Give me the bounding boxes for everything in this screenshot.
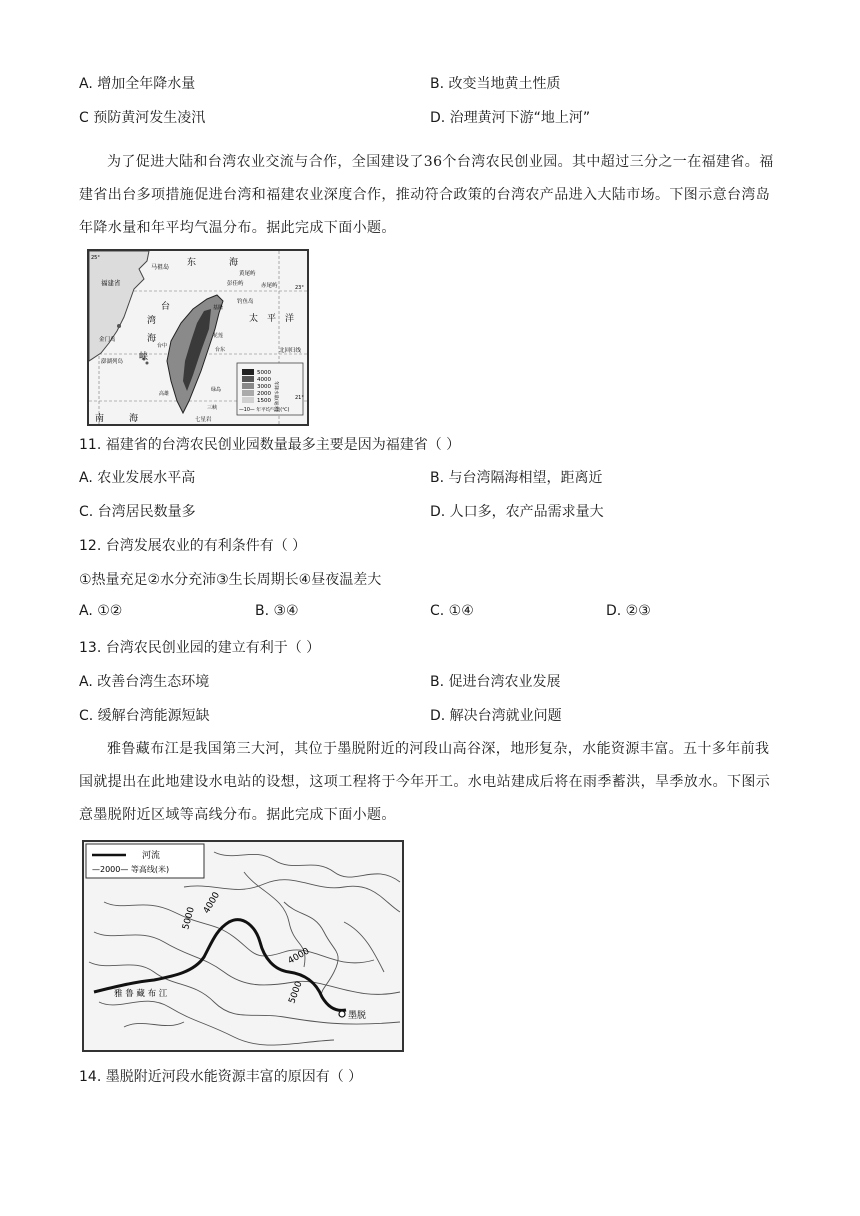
- label-lat21: 21°: [295, 395, 304, 401]
- q14-stem: 14. 墨脱附近河段水能资源丰富的原因有（ ）: [79, 1069, 363, 1085]
- contour-label-4000-left: 4000: [201, 890, 223, 916]
- legend-temp: —10— 年平均气温(℃): [239, 408, 290, 413]
- label-fujian: 福建省: [101, 279, 121, 287]
- label-sanzhi: 三峡: [207, 405, 218, 411]
- label-taiping2: 平: [267, 314, 277, 324]
- label-diaoyu: 钓鱼岛: [237, 299, 254, 305]
- label-taidong: 台东: [215, 347, 226, 353]
- q13-stem: 13. 台湾农民创业园的建立有利于（ ）: [79, 640, 321, 656]
- label-xia: 峡: [139, 352, 149, 362]
- q12-conditions: ①热量充足②水分充沛③生长周期长④昼夜温差大: [79, 572, 382, 588]
- q10-option-c: C 预防黄河发生凌汛: [79, 110, 206, 126]
- label-tai: 台: [161, 302, 171, 312]
- q11-option-b: B. 与台湾隔海相望，距离近: [430, 470, 603, 486]
- contour-map-svg: [84, 842, 402, 1050]
- label-beiguixian: 北回归线: [279, 348, 302, 354]
- label-hualian: 花莲: [213, 333, 224, 339]
- label-huangwei: 黄尾屿: [239, 271, 256, 277]
- q10-option-b: B. 改变当地黄土性质: [430, 76, 561, 92]
- label-chiwei: 赤尾屿: [261, 283, 278, 289]
- q11-option-c: C. 台湾居民数量多: [79, 504, 196, 520]
- q11-option-d: D. 人口多，农产品需求量大: [430, 504, 604, 520]
- contour-label-5000-right: 5000: [287, 980, 305, 1006]
- q12-option-a: A. ①②: [79, 603, 123, 619]
- label-wan: 湾: [147, 316, 157, 326]
- passage-taiwan: 为了促进大陆和台湾农业交流与合作，全国建设了36个台湾农民创业园。其中超过三分之一在福建省。福建省出台多项措施促进台湾和福建农业深度合作，推动符合政策的台湾农产品进入大陆市场。下图示意台湾岛年降水量和年平均气温分布。据此完成下面小题。: [79, 154, 774, 236]
- label-qixing: 七星岩: [195, 417, 212, 423]
- legend-level-2000: 2000: [257, 391, 271, 397]
- q11-option-a: A. 农业发展水平高: [79, 470, 196, 486]
- label-donghai2: 海: [229, 258, 239, 268]
- taiwan-map: [87, 249, 309, 426]
- legend-river: 河流: [142, 851, 161, 861]
- legend-level-4000: 4000: [257, 377, 271, 383]
- label-nanhai1: 南: [95, 414, 105, 424]
- label-taizhong: 台中: [157, 343, 168, 349]
- q13-option-d: D. 解决台湾就业问题: [430, 708, 562, 724]
- label-jilong: 基隆: [213, 305, 224, 311]
- label-donghai: 东: [187, 258, 197, 268]
- q12-option-b: B. ③④: [255, 603, 299, 619]
- passage-yarlung: 雅鲁藏布江是我国第三大河，其位于墨脱附近的河段山高谷深，地形复杂，水能资源丰富。五十多年前我国就提出在此地建设水电站的设想，这项工程将于今年开工。水电站建成后将在雨季蓄洪，旱季放水。下图示意墨脱附近区域等高线分布。据此完成下面小题。: [79, 741, 771, 823]
- legend-precip-title: 年降水量(毫米): [273, 381, 278, 412]
- q10-option-d: D. 治理黄河下游“地上河”: [430, 110, 591, 126]
- legend-level-1500: 1500: [257, 398, 271, 404]
- label-lat23: 23°: [295, 285, 304, 291]
- river-name: 雅 鲁 藏 布 江: [114, 989, 168, 999]
- label-nanhai2: 海: [129, 414, 139, 424]
- label-taiping3: 洋: [285, 314, 295, 324]
- label-taiping1: 太: [249, 314, 259, 324]
- q13-option-a: A. 改善台湾生态环境: [79, 674, 210, 690]
- label-lat25: 25°: [91, 255, 100, 261]
- q12-stem: 12. 台湾发展农业的有利条件有（ ）: [79, 538, 307, 554]
- q12-option-c: C. ①④: [430, 603, 474, 619]
- legend-contour: —2000— 等高线(米): [92, 865, 170, 874]
- taiwan-map-svg: [89, 251, 307, 424]
- q13-option-c: C. 缓解台湾能源短缺: [79, 708, 210, 724]
- legend-level-3000: 3000: [257, 384, 271, 390]
- label-pengjia: 彭佳屿: [227, 281, 244, 287]
- contour-label-4000-right: 4000: [286, 946, 312, 967]
- label-lanyu: 绿岛: [211, 387, 222, 393]
- label-hai: 海: [147, 334, 157, 344]
- town-medog: 墨脱: [348, 1011, 367, 1021]
- label-jinmen: 金门岛: [99, 337, 116, 343]
- q11-stem: 11. 福建省的台湾农民创业园数量最多主要是因为福建省（ ）: [79, 437, 461, 453]
- label-gaoxiong: 高雄: [159, 391, 170, 397]
- contour-map: [82, 840, 404, 1052]
- label-penghu: 澎湖列岛: [101, 359, 124, 365]
- legend-level-5000: 5000: [257, 370, 271, 376]
- contour-label-5000-left: 5000: [181, 906, 197, 931]
- q13-option-b: B. 促进台湾农业发展: [430, 674, 561, 690]
- q10-option-a: A. 增加全年降水量: [79, 76, 196, 92]
- q12-option-d: D. ②③: [606, 603, 651, 619]
- label-mazu: 马祖岛: [151, 264, 170, 271]
